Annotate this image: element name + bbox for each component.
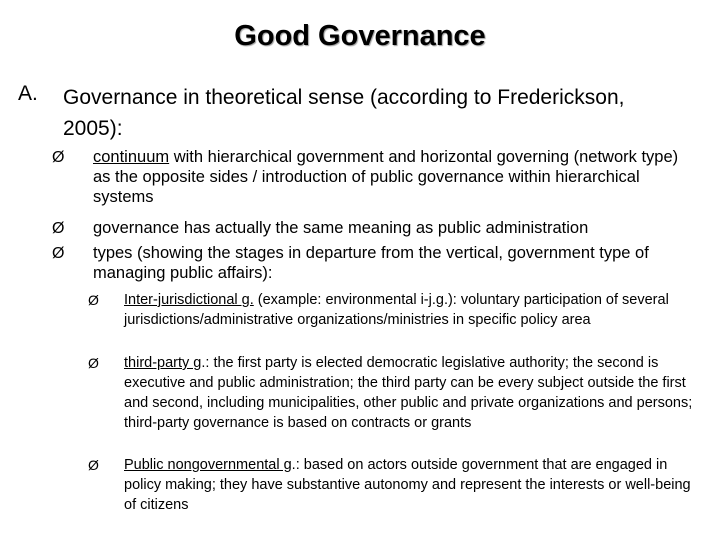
bullet-text [93,147,693,207]
bullet-body: types (showing the stages in departure from the vertical, government type of managing public affairs): [93,244,649,282]
sub-bullet-text [124,455,702,515]
bullet-body: governance has actually the same meaning as public administration [93,219,589,237]
sub-bullet-body: .: based on actors outside government that are engaged in policy making; they have substantive autonomy and represent the interests or well-being of citizens [124,457,691,513]
bullet-text [93,218,693,238]
main-point-text: Governance in theoretical sense (according to Frederickson, 2005): [63,86,625,140]
sub-bullet-text [124,353,702,433]
bullet-body: with hierarchical government and horizontal governing (network type) as the opposite sides / introduction of public governance within hierarchical systems [93,148,679,206]
arrow-bullet-icon: Ø [52,220,65,237]
sub-bullet-text [124,290,702,330]
underlined-term: third-party g [124,355,202,371]
arrow-bullet-icon: Ø [52,245,65,262]
underlined-term: Public nongovernmental g [124,457,292,473]
bullet-text [93,243,693,283]
underlined-term: Inter-jurisdictional g. [124,292,254,308]
underlined-term: continuum [93,148,170,166]
arrow-bullet-icon: Ø [88,292,99,308]
arrow-bullet-icon: Ø [52,149,65,166]
sub-bullet-body: .: the first party is elected democratic legislative authority; the second is executive and public administration; the third party can be every subject outside the first and second, including municipalities, other public and private organizations and persons; third-party governance is based on contracts or grants [124,355,693,431]
sub-bullet-body: (example: environmental i-j.g.): voluntary participation of several jurisdictions/administrative organizations/ministries in specific policy area [124,292,669,328]
arrow-bullet-icon: Ø [88,457,99,473]
arrow-bullet-icon: Ø [88,355,99,371]
main-point-marker: A. [18,82,38,105]
slide-title: Good Governance [234,20,486,52]
